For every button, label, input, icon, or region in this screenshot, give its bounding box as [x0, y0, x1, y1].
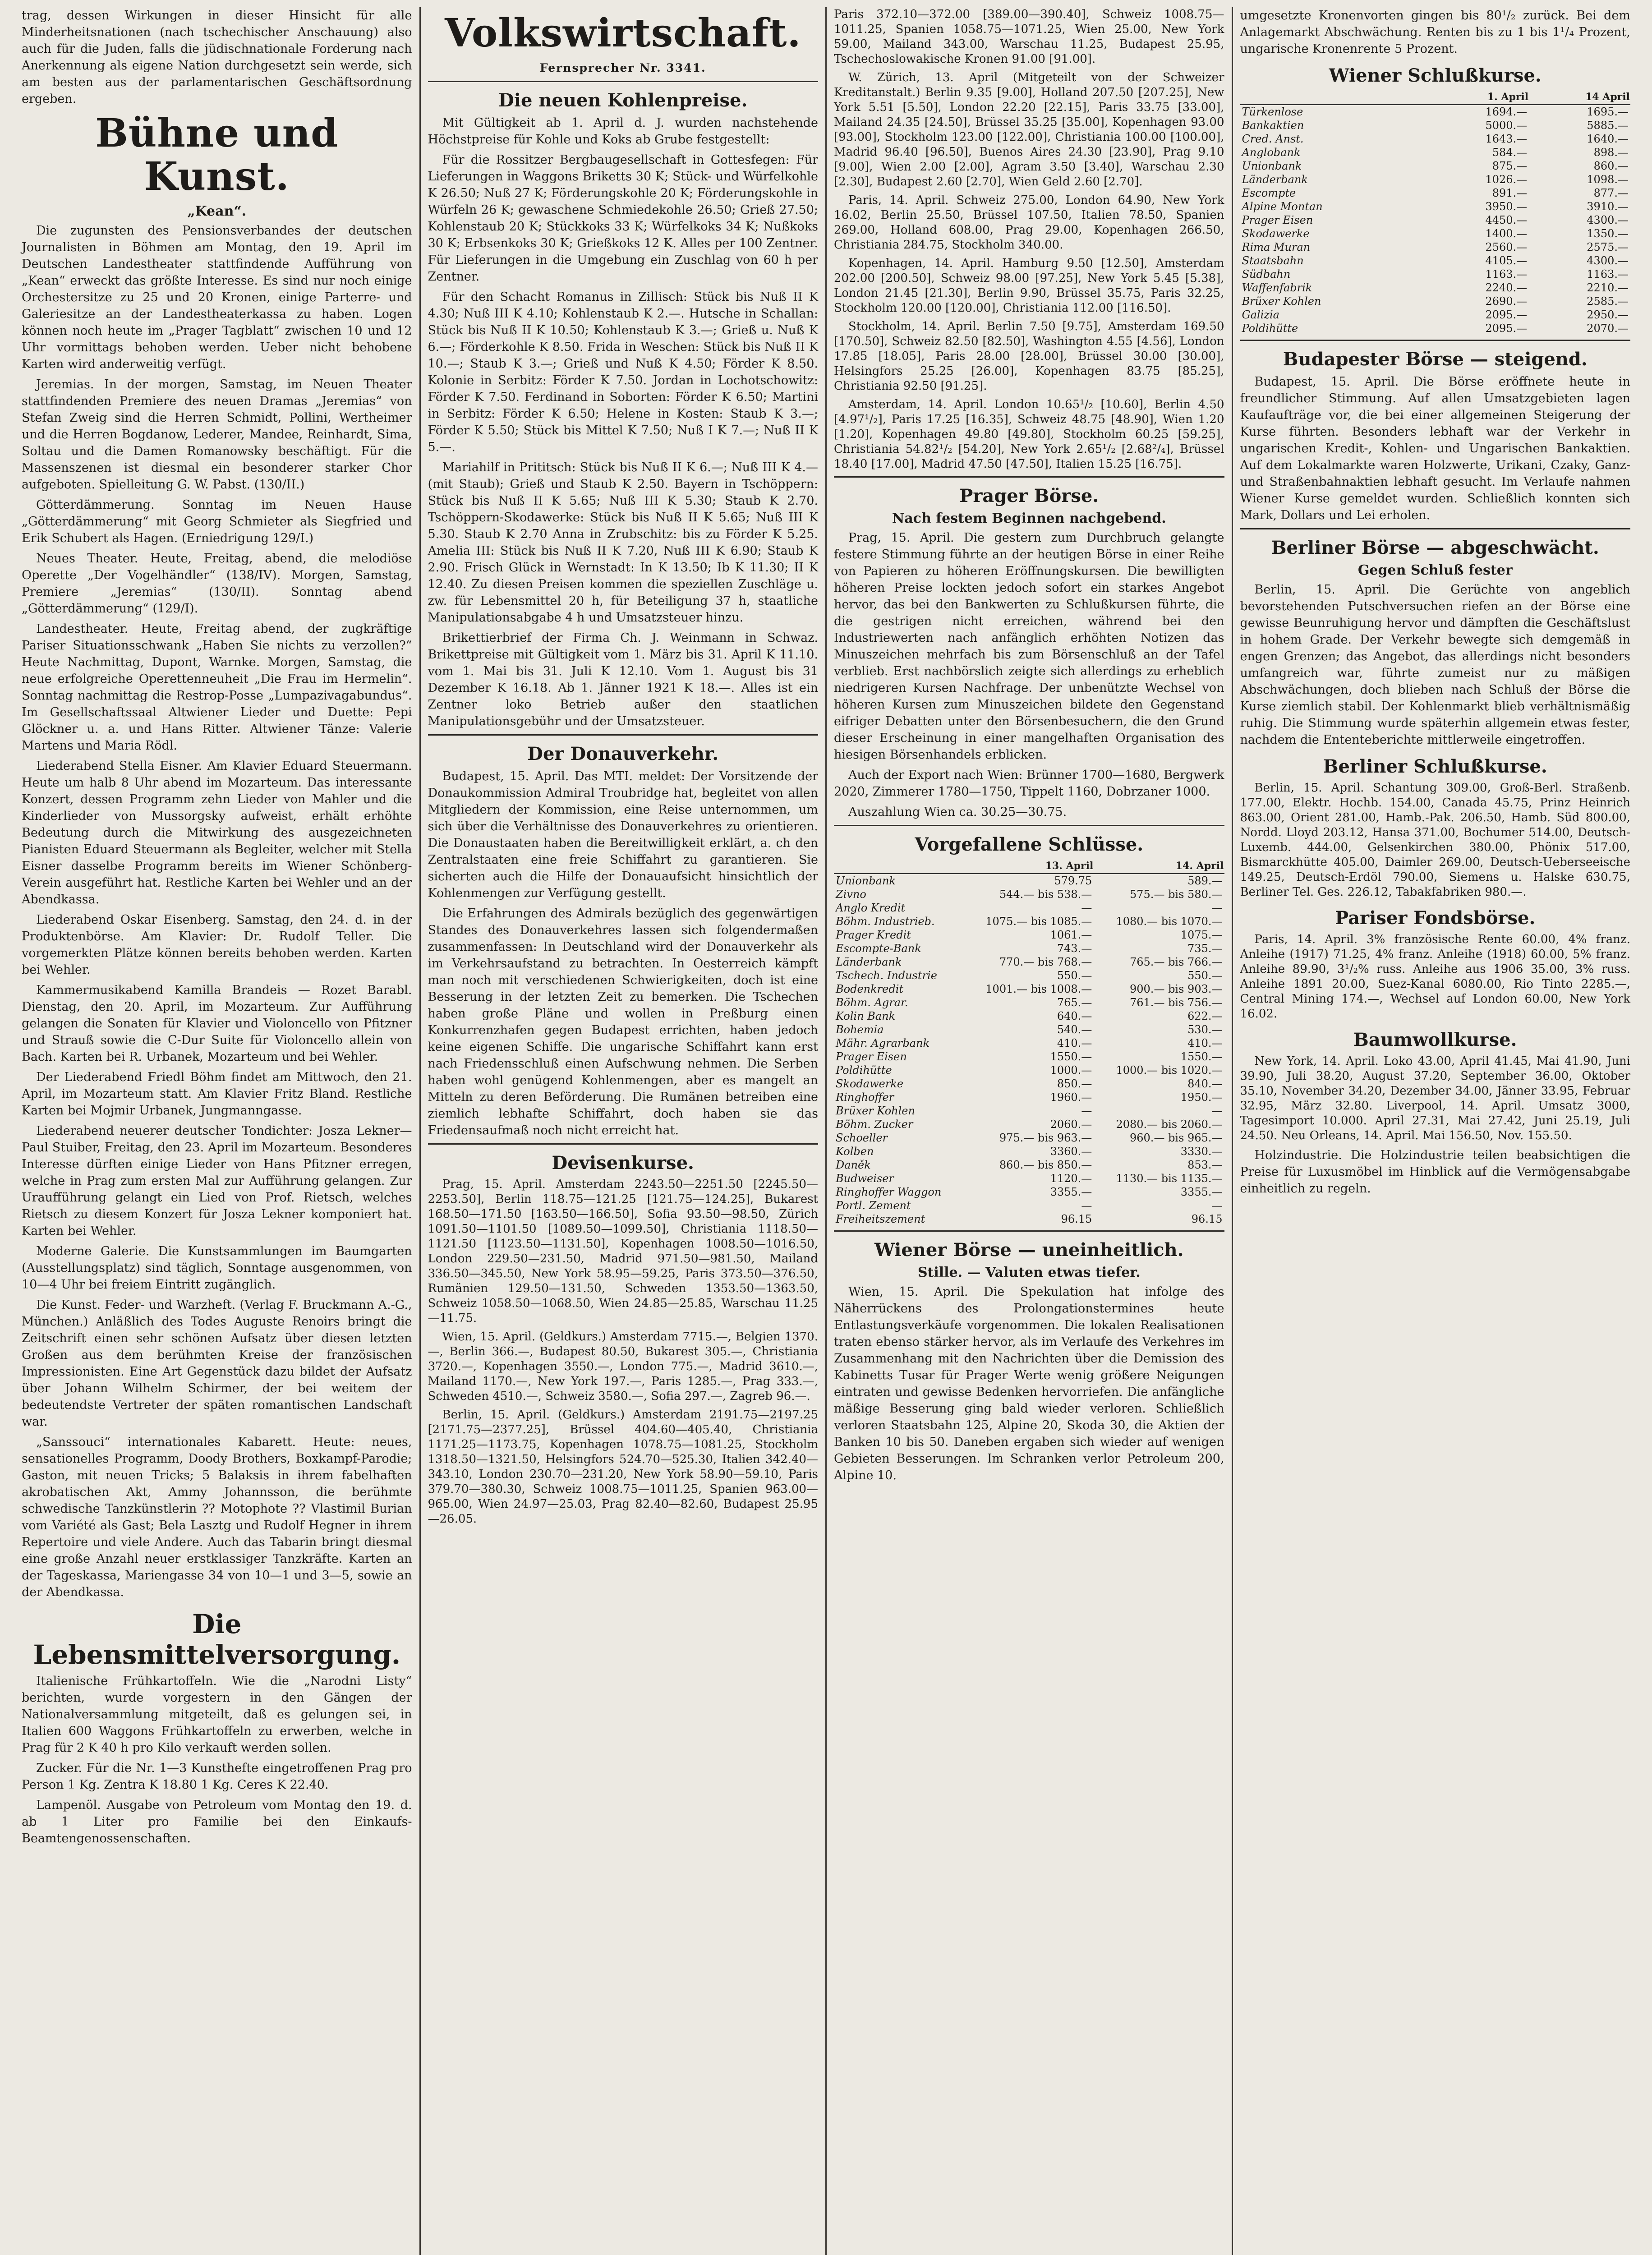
schluesse-heading: Vorgefallene Schlüsse. [915, 834, 1144, 855]
wiener-boerse-heading: Wiener Börse — uneinheitlich. [874, 1239, 1184, 1261]
divider [428, 734, 819, 736]
schluesse-column-header: 14. April [1094, 859, 1224, 874]
schluesse-cell: 975.— bis 963.— [999, 1132, 1092, 1144]
wiener-schlusskurse-cell: 2210.— [1587, 281, 1629, 294]
wiener-schlusskurse-row [1240, 308, 1631, 322]
schluesse-cell: — [1211, 1104, 1223, 1117]
wiener-schlusskurse-row [1240, 200, 1631, 213]
kohle-mariahilf: Mariahilf in Prititsch: Stück bis Nuß II K 6.—; Nuß III K 4.— (mit Staub); Grieß und Staub K 2.50. Bayern in Tschöppern: Stück bis Nuß II K 5.65; Nuß III K 5.30; Staub K 2.70. Tschöppern-Skodawerke: Stück bis Nuß II K 5.65; Nuß III K 5.30. Staub K 2.70 Anna in Zrubschitz: bis zu Förder K 5.25. Amelia III: Stück bis Nuß II K 7.20, Nuß III K 6.90; Staub K 2.90. Frisch Glück in Wernstadt: In K 13.50; Ib K 11.30; II K 12.40. Zu diesen Preisen kommen die speziellen Zuschläge u. zw. für Lebensmittel 20 h, für Beteiligung 37 h, staatliche Manipulationsabgabe 4 h und Umsatzsteuer hinzu. [428, 460, 818, 625]
schluesse-cell: 640.— [1057, 1010, 1092, 1022]
schluesse-cell: 850.— [1057, 1077, 1092, 1090]
schluesse-row [834, 1023, 1224, 1036]
wiener-schlusskurse-cell: 1640.— [1587, 133, 1629, 145]
schluesse-cell: Böhm. Agrar. [836, 996, 908, 1009]
schluesse-cell: Tschech. Industrie [836, 969, 937, 982]
divider [834, 1230, 1224, 1232]
prager-boerse-subheading: Nach festem Beginnen nachgebend. [892, 511, 1166, 526]
schluesse-cell: Poldihütte [836, 1064, 892, 1077]
kohle-brikett: Brikettierbrief der Firma Ch. J. Weinmann in Schwaz. Brikettpreise mit Gültigkeit vom 1. März bis 31. April K 11.10. vom 1. Mai bis 31. Juli K 12.10. Vom 1. August bis 31 Dezember K 16.18. Ab 1. Jänner 1921 K 18.—. Alles ist ein Zentner loko Betrieb außer den staatlichen Manipulationsgebühr und der Umsatzsteuer. [428, 631, 818, 728]
schluesse-cell: Portl. Zement [836, 1199, 911, 1212]
column-4 [1233, 7, 1638, 2255]
neues-theater-article: Neues Theater. Heute, Freitag, abend, die melodiöse Operette „Der Vogelhändler“ (138/IV). Morgen, Samstag, Premiere „Jeremias“ (130/II). Sonntag abend „Götterdämmerung“ (129/I). [22, 552, 412, 616]
schluesse-cell: 1950.— [1180, 1091, 1223, 1104]
schluesse-cell: 735.— [1187, 942, 1223, 955]
wiener-schlusskurse-cell: 2095.— [1485, 322, 1528, 335]
wiener-schlusskurse-cell: 1694.— [1485, 106, 1528, 118]
wiener-schlusskurse-cell: 4300.— [1587, 214, 1629, 226]
schluesse-cell: 2060.— [1050, 1118, 1092, 1131]
wiener-schlusskurse-cell: Skodawerke [1242, 227, 1310, 240]
wiener-schlusskurse-cell: 3910.— [1587, 200, 1629, 213]
wiener-schlusskurse-cell: Staatsbahn [1242, 254, 1304, 267]
wiener-schlusskurse-cell: 1163.— [1485, 268, 1528, 281]
amsterdam-quotes: Amsterdam, 14. April. London 10.65¹/₂ [10.60], Berlin 4.50 [4.97¹/₂], Paris 17.25 [16.35], Schweiz 48.75 [48.90], Wien 1.20 [1.20], Kopenhagen 49.80 [49.80], Stockholm 60.25 [59.25], Christiania 54.82¹/₂ [54.20], New York 2.65¹/₂ [2.68²/₄], Brüssel 18.40 [17.00], Madrid 47.50 [47.50], Italien 15.25 [16.75]. [834, 398, 1224, 471]
wiener-schlusskurse-row [1240, 227, 1631, 240]
jeremias-article: Jeremias. In der morgen, Samstag, im Neuen Theater stattfindenden Premiere des neuen Dramas „Jeremias“ von Stefan Zweig sind die Herren Schmidt, Pollini, Wertheimer und die Herren Bogdanow, Lederer, Mandee, Reinhardt, Sima, Soltau und die Damen Romanowsky beschäftigt. Für die Massenszenen ist diesmal ein besonderer starker Chor aufgeboten. Spielleitung G. W. Pabst. (130/II.) [22, 377, 412, 492]
pariser-fondsboerse-text: Paris, 14. April. 3% französische Rente 60.00, 4% franz. Anleihe (1917) 71.25, 4% franz. Anleihe (1918) 60.00, 5% franz. Anleihe 89.90, 3¹/₂% russ. Anleihe aus 1906 35.00, 3% russ. Anleihe 1891 20.00, Suez-Kanal 6080.00, Rio Tinto 2285.—, Central Mining 174.—, Wechsel auf London 60.00, New York 16.02. [1240, 933, 1630, 1021]
wiener-schlusskurse-cell: 5885.— [1587, 119, 1629, 132]
wiener-schlusskurse-cell: 1643.— [1485, 133, 1528, 145]
wiener-schlusskurse-cell: Cred. Anst. [1242, 133, 1304, 145]
schluesse-cell: — [1081, 1199, 1092, 1212]
schluesse-cell: 3360.— [1050, 1145, 1092, 1158]
schluesse-cell: Freiheitszement [836, 1213, 925, 1225]
wiener-schlusskurse-row [1240, 186, 1631, 200]
schluesse-row [834, 1050, 1224, 1063]
kopenhagen-quotes: Kopenhagen, 14. April. Hamburg 9.50 [12.50], Amsterdam 202.00 [200.50], Schweiz 98.00 [97.25], New York 5.45 [5.38], London 21.45 [21.30], Berlin 9.90, Brüssel 35.75, Paris 32.25, Stockholm 120.00 [120.00], Christiania 112.00 [116.50]. [834, 257, 1224, 315]
schluesse-cell: 550.— [1187, 969, 1223, 982]
wiener-schlusskurse-row [1240, 267, 1631, 281]
kohlenpreise-heading: Die neuen Kohlenpreise. [498, 90, 748, 111]
wiener-schlusskurse-cell: 5000.— [1485, 119, 1528, 132]
schluesse-cell: 761.— bis 756.— [1130, 996, 1223, 1009]
schluesse-cell: 1075.— bis 1085.— [985, 915, 1092, 928]
wiener-schlusskurse-cell: 1350.— [1587, 227, 1629, 240]
schluesse-row [834, 1199, 1224, 1212]
wiener-boerse-subheading: Stille. — Valuten etwas tiefer. [917, 1265, 1141, 1280]
wiener-schlusskurse-column-header: 14 April [1529, 90, 1630, 105]
landestheater-article: Landestheater. Heute, Freitag abend, der zugkräftige Pariser Situationsschwank „Haben Sie nichts zu verzollen?“ Heute Nachmittag, Dupont, Warnke. Morgen, Samstag, die neue erfolgreiche Operettenneuheit „Die Frau im Hermelin“. Sonntag nachmittag die Restrop-Posse „Lumpazivagabundus“. Im Gesellschaftssaal Altwiener Lieder und Duette: Pepi Glöckner u. a. und Hans Ritter. Altwiener Tänze: Valerie Martens und Maria Rödl. [22, 622, 412, 753]
boehm-article: Der Liederabend Friedl Böhm findet am Mittwoch, den 21. April, im Mozarteum statt. Am Klavier Fritz Bland. Restliche Karten bei Mojmir Urbanek, Jungmanngasse. [22, 1070, 412, 1118]
schluesse-cell: 900.— bis 903.— [1130, 983, 1223, 995]
divider [1240, 528, 1631, 529]
wiener-schlusskurse-cell: Südbahn [1242, 268, 1291, 281]
schluesse-cell: Brüxer Kohlen [836, 1104, 915, 1117]
schluesse-row [834, 874, 1224, 888]
devisen-prag: Prag, 15. April. Amsterdam 2243.50—2251.50 [2245.50—2253.50], Berlin 118.75—121.25 [121.75—124.25], Bukarest 168.50—171.50 [163.50—166.50], Sofia 93.50—98.50, Zürich 1091.50—1101.50 [1089.50—1099.50], Christiania 1118.50—1121.50 [1123.50—1131.50], Kopenhagen 1008.50—1016.50, London 229.50—231.50, Madrid 971.50—981.50, Mailand 336.50—345.50, New York 58.95—59.25, Paris 373.50—376.50, Rumänien 129.50—131.50, Schweden 1353.50—1363.50, Schweiz 1058.50—1068.50, Wien 24.85—25.85, Warschau 11.25—11.75. [428, 1178, 818, 1325]
divider [428, 1143, 819, 1145]
kunst-article: Die Kunst. Feder- und Warzheft. (Verlag F. Bruckmann A.-G., München.) Anläßlich des Todes Auguste Renoirs bringt die Zeitschrift einen sehr schönen Aufsatz über diesen letzten Großen aus dem berühmten Kreise der französischen Impressionisten. Eine Art Gegenstück dazu bildet der Aufsatz über Johann Wilhelm Schirmer, der bei weitem der bedeutendste Vertreter der späten romantischen Landschaft war. [22, 1298, 412, 1429]
schluesse-row [834, 1077, 1224, 1091]
schluesse-cell: 2080.— bis 2060.— [1116, 1118, 1223, 1131]
schluesse-cell: 3355.— [1050, 1186, 1092, 1198]
schluesse-cell: Kolben [836, 1145, 874, 1158]
kohle-schaechte: Für den Schacht Romanus in Zillisch: Stück bis Nuß II K 4.30; Nuß III K 4.10; Kohlenstaub K 2.—. Hutsche in Schallan: Stück bis Nuß II K 10.50; Kohlenstaub K 3.—; Grieß u. Nuß K 6.—; Förderkohle K 8.50. Frida in Weschen: Stück bis Nuß II K 10.—; Staub K 3.—; Grieß und Nuß K 4.50; Förder K 8.50. Kolonie in Serbitz: Förder K 7.50. Jordan in Lochotschowitz: Förder K 7.50. Ferdinand in Soborten: Förder K 6.50; Martini in Serbitz: Förder K 6.50; Helene in Kosten: Staub K 3.—; Förder K 5.50; Stück bis Mittel K 7.50; Nuß I K 7.—; Nuß II K 5.—. [428, 290, 818, 454]
schluesse-cell: 1960.— [1050, 1091, 1092, 1104]
schluesse-cell: Zivno [836, 888, 866, 901]
schluesse-cell: Daněk [836, 1159, 871, 1171]
wiener-schlusskurse-cell: Rima Muran [1242, 241, 1311, 253]
wiener-schlusskurse-cell: Anglobank [1242, 146, 1301, 159]
donau-article: Budapest, 15. April. Das MTI. meldet: Der Vorsitzende der Donaukommission Admiral Troubridge hat, begleitet von allen Mitgliedern der Kommission, eine Reise unternommen, um sich über die Verhältnisse des Donauverkehres zu orientieren. Die Donaustaaten haben die Bereitwilligkeit erklärt, a. ch den Zentralstaaten eine freie Schiffahrt zu garantieren. Sie sicherten auch die Hilfe der Donauaufsicht hinsichtlich der Kohlenmengen zur Verfügung gestellt. [428, 769, 818, 900]
wiener-schlusskurse-cell: 860.— [1593, 160, 1629, 172]
schluesse-cell: Ringhoffer Waggon [836, 1186, 942, 1198]
wiener-schlusskurse-row [1240, 132, 1631, 146]
schluesse-cell: Ringhoffer [836, 1091, 894, 1104]
schluesse-row [834, 955, 1224, 969]
kean-heading: „Kean“. [187, 203, 247, 219]
devisenkurse-heading: Devisenkurse. [552, 1152, 694, 1174]
schluesse-row [834, 1172, 1224, 1185]
schluesse-cell: Bodenkredit [836, 983, 904, 995]
schluesse-cell: 1061.— [1050, 929, 1092, 941]
berliner-boerse-heading: Berliner Börse — abgeschwächt. [1271, 537, 1599, 558]
schluesse-cell: 550.— [1057, 969, 1092, 982]
prager-boerse-auszahlung: Auszahlung Wien ca. 30.25—30.75. [848, 805, 1067, 819]
schluesse-cell: 1080.— bis 1070.— [1116, 915, 1223, 928]
schluesse-cell: 860.— bis 850.— [999, 1159, 1092, 1171]
schluesse-cell: Skodawerke [836, 1077, 904, 1090]
lebensmittel-heading: Die Lebensmittelversorgung. [33, 1609, 401, 1670]
budapester-boerse-heading: Budapester Börse — steigend. [1283, 349, 1588, 370]
schluesse-cell: Bohemia [836, 1023, 884, 1036]
wiener-schlusskurse-cell: 2070.— [1587, 322, 1629, 335]
wiener-schlusskurse-row [1240, 281, 1631, 295]
column-2 [421, 7, 827, 2255]
wiener-schlusskurse-cell: Länderbank [1242, 173, 1308, 186]
schluesse-row [834, 1104, 1224, 1118]
schluesse-cell: 540.— [1057, 1023, 1092, 1036]
schluesse-column-header: 13. April [963, 859, 1094, 874]
wiener-schlusskurse-cell: 2240.— [1485, 281, 1528, 294]
divider [834, 825, 1224, 826]
schluesse-cell: 530.— [1187, 1023, 1223, 1036]
column-1 [14, 7, 421, 2255]
schluesse-cell: Unionbank [836, 874, 896, 887]
schluesse-row [834, 1118, 1224, 1131]
divider [428, 81, 819, 82]
wiener-continued: umgesetzte Kronenvorten gingen bis 80¹/₂ zurück. Bei dem Anlagemarkt Abschwächung. Renten bis zu 1 bis 1¹/₄ Prozent, ungarische Kronenrente 5 Prozent. [1240, 9, 1630, 56]
schluesse-cell: 622.— [1187, 1010, 1223, 1022]
schluesse-cell: 96.15 [1191, 1213, 1223, 1225]
schluesse-row [834, 1063, 1224, 1077]
schluesse-row [834, 1009, 1224, 1023]
wiener-schlusskurse-row [1240, 240, 1631, 254]
goetter-article: Götterdämmerung. Sonntag im Neuen Hause „Götterdämmerung“ mit Georg Schmieter als Siegfried und Erik Schubert als Hagen. (Erniedrigung 129/I.) [22, 498, 412, 545]
berliner-boerse-subheading: Gegen Schluß fester [1357, 562, 1513, 578]
schluesse-cell: 765.— bis 766.— [1130, 956, 1223, 968]
wiener-schlusskurse-row [1240, 213, 1631, 227]
wiener-schlusskurse-cell: 1098.— [1587, 173, 1629, 186]
wiener-schlusskurse-cell: 4450.— [1485, 214, 1528, 226]
sanssouci-article: „Sanssouci“ internationales Kabarett. Heute: neues, sensationelles Programm, Doody Brothers, Boxkampf-Parodie; Gaston, mit neuen Tricks; 5 Balaksis in ihrem fabelhaften akrobatischen Akt, Ammy Johannsson, die berühmte schwedische Tanzkünstlerin ?? Motophote ?? Vlastimil Burian vom Variété als Gast; Bela Lasztg und Rudolf Hegner in ihrem Repertoire und viele Andere. Auch das Tabarin bringt diesmal eine große Anzahl neuer erstklassiger Tanzkräfte. Karten an der Tageskassa, Mariengasse 34 von 10—1 und 3—5, sowie an der Abendkassa. [22, 1435, 412, 1599]
wiener-schlusskurse-cell: 1026.— [1485, 173, 1528, 186]
section-title-buehne: Bühne und Kunst. [95, 110, 339, 199]
schluesse-cell: 544.— bis 538.— [999, 888, 1092, 901]
schluesse-cell: — [1081, 902, 1092, 914]
wiener-schlusskurse-cell: 2585.— [1587, 295, 1629, 308]
donau-article-2: Die Erfahrungen des Admirals bezüglich des gegenwärtigen Standes des Donauverkehres lassen sich folgendermaßen zusammenfassen: In Deutschland wird der Donauverkehr als im Verkehrsaufstand zu betrachten. In Oesterreich kämpft man noch mit verschiedenen Schwierigkeiten, doch ist eine Besserung in der letzten Zeit zu bemerken. Die Tschechen haben große Pläne und wollen in Preßburg einen Konkurrenzhafen gegen Budapest errichten, haben jedoch keine eigenen Schiffe. Die ungarische Schiffahrt kann erst nach Friedensschluß einen Aufschwung nehmen. Die Serben haben wohl genügend Kohlenmengen, aber es mangelt an Mitteln zu deren Beförderung. Die Rumänen betreiben eine ziemlich lebhafte Schiffahrt, doch haben sie das Friedensaufmaß noch nicht erreicht hat. [428, 907, 818, 1137]
telephone-note: Fernsprecher Nr. 3341. [539, 61, 706, 74]
schluesse-cell: Mähr. Agrarbank [836, 1037, 930, 1049]
schluesse-row [834, 1091, 1224, 1104]
schluesse-cell: 96.15 [1061, 1213, 1092, 1225]
wiener-schlusskurse-row [1240, 146, 1631, 159]
schluesse-cell: 579.75 [1054, 874, 1092, 887]
schluesse-row [834, 901, 1224, 915]
schluesse-row [834, 942, 1224, 955]
divider [1240, 340, 1631, 341]
wiener-schlusskurse-cell: Unionbank [1242, 160, 1302, 172]
paris-quotes: Paris, 14. April. Schweiz 275.00, London 64.90, New York 16.02, Berlin 25.50, Brüssel 107.50, Italien 78.50, Spanien 269.00, Holland 608.00, Prag 29.00, Kopenhagen 266.50, Christiania 284.75, Stockholm 340.00. [834, 193, 1224, 252]
galerie-article: Moderne Galerie. Die Kunstsammlungen im Baumgarten (Ausstellungsplatz) sind täglich, Sonntage ausgenommen, von 10—4 Uhr bei freiem Eintritt zugänglich. [22, 1244, 412, 1292]
wiener-schlusskurse-cell: 584.— [1492, 146, 1528, 159]
schluesse-column-header [834, 859, 963, 874]
schluesse-row [834, 1145, 1224, 1158]
wiener-schlusskurse-cell: 4105.— [1485, 254, 1528, 267]
schluesse-row [834, 1212, 1224, 1226]
schluesse-cell: 743.— [1057, 942, 1092, 955]
lekner-article: Liederabend neuerer deutscher Tondichter: Josza Lekner—Paul Stuiber, Freitag, den 23. April im Mozarteum. Besonderes Interesse dürften einige Lieder von Hans Pfitzner erregen, welche in Prag zum ersten Mal zur Aufführung gelangen. Zur Uraufführung gelangt ein Lied von Prof. Rietsch, welches Rietsch zu diesem Konzert für Josza Lekner komponiert hat. Karten bei Wehler. [22, 1124, 412, 1238]
schluesse-cell: 853.— [1187, 1159, 1223, 1171]
wiener-schlusskurse-cell: 891.— [1492, 187, 1528, 199]
schluesse-cell: 1075.— [1180, 929, 1223, 941]
schluesse-cell: 960.— bis 965.— [1130, 1132, 1223, 1144]
zurich-quotes: W. Zürich, 13. April (Mitgeteilt von der Schweizer Kreditanstalt.) Berlin 9.35 [9.00], Holland 207.50 [207.25], New York 5.51 [5.50], London 22.20 [22.15], Paris 33.75 [33.00], Mailand 24.35 [24.50], Brüssel 35.25 [35.00], Kopenhagen 93.00 [93.00], Stockholm 123.00 [122.00], Christiania 100.00 [100.00], Madrid 96.40 [96.50], Buenos Aires 24.30 [23.90], Prag 9.10 [9.00], Wien 2.00 [2.00], Agram 3.50 [3.40], Warschau 2.30 [2.30], Budapest 2.60 [2.70], Wien Geld 2.60 [2.70]. [834, 71, 1224, 189]
wiener-schlusskurse-cell: 4300.— [1587, 254, 1629, 267]
section-title-volkswirtschaft: Volkswirtschaft. [445, 10, 801, 56]
stockholm-quotes: Stockholm, 14. April. Berlin 7.50 [9.75], Amsterdam 169.50 [170.50], Schweiz 82.50 [82.50], Washington 4.55 [4.56], London 17.85 [18.05], Paris 28.00 [28.00], Brüssel 30.00 [30.00], Helsingfors 25.25 [26.00], Kopenhagen 83.75 [85.25], Christiania 92.50 [91.25]. [834, 320, 1224, 393]
donauverkehr-heading: Der Donauverkehr. [527, 743, 719, 764]
schluesse-cell: 1000.— bis 1020.— [1116, 1064, 1223, 1077]
wiener-schlusskurse-row [1240, 254, 1631, 267]
wiener-schlusskurse-cell: 2560.— [1485, 241, 1528, 253]
wiener-schlusskurse-cell: 1400.— [1485, 227, 1528, 240]
schluesse-row [834, 982, 1224, 996]
schluesse-cell: Prager Eisen [836, 1050, 907, 1063]
schluesse-row [834, 1131, 1224, 1145]
wiener-schlusskurse-cell: Galizia [1242, 308, 1279, 321]
schluesse-cell: Budweiser [836, 1172, 894, 1185]
lead-paragraph: trag, dessen Wirkungen in dieser Hinsicht für alle Minderheitsnationen (nach tschechischer Anschauung) also auch für die Juden, falls die jüdischnationale Forderung nach Anerkennung als eigene Nation durchgesetzt sein werde, sich am besten aus der parlamentarischen Geschäftsordnung ergeben. [22, 9, 412, 106]
schluesse-cell: 410.— [1187, 1037, 1223, 1049]
wiener-schlusskurse-cell: 1163.— [1587, 268, 1629, 281]
wiener-schlusskurse-cell: 3950.— [1485, 200, 1528, 213]
column-3 [827, 7, 1233, 2255]
schluesse-cell: — [1211, 902, 1223, 914]
fruehkartoffeln-article: Italienische Frühkartoffeln. Wie die „Narodni Listy“ berichten, wurde vorgestern in den Gängen der Nationalversammlung mitgeteilt, daß es gelungen sei, in Italien 600 Waggons Frühkartoffeln zu erwerben, welche in Prag für 2 K 40 h pro Kilo verkauft werden sollen. [22, 1674, 412, 1755]
schluesse-cell: 3330.— [1180, 1145, 1223, 1158]
schluesse-cell: 1001.— bis 1008.— [985, 983, 1092, 995]
wiener-boerse-article: Wien, 15. April. Die Spekulation hat infolge des Näherrückens des Prolongationstermines heute Entlastungsverkäufe vorgenommen. Die lokalen Realisationen traten ebenso stärker hervor, als im Verlaufe des Verkehres im Zusammenhang mit den Nachrichten über die Demission des Kabinetts Tusar für Prager Werte wenig größere Neigungen eintraten und gewisse Bedenken hervorriefen. Die anfängliche mäßige Besserung ging bald wieder verloren. Schließlich verloren Staatsbahn 125, Alpine 20, Skoda 30, die Aktien der Banken 10 bis 50. Daneben ergaben sich wieder auf wenigen Gebieten Besserungen. Im Schranken verlor Petroleum 200, Alpine 10. [834, 1285, 1224, 1482]
devisen-wien: Wien, 15. April. (Geldkurs.) Amsterdam 7715.—, Belgien 1370.—, Berlin 366.—, Budapest 80.50, Bukarest 305.—, Christiania 3720.—, Kopenhagen 3550.—, London 775.—, Madrid 3610.—, Mailand 1170.—, New York 197.—, Paris 1285.—, Prag 333.—, Schweden 4510.—, Schweiz 3580.—, Sofia 297.—, Zagreb 96.—. [428, 1330, 818, 1403]
zucker-article: Zucker. Für die Nr. 1—3 Kunsthefte eingetroffenen Prag pro Person 1 Kg. Zentra K 18.80 1 Kg. Ceres K 22.40. [22, 1761, 412, 1792]
wiener-schlusskurse-cell: Türkenlose [1242, 106, 1303, 118]
schluesse-cell: — [1211, 1199, 1223, 1212]
divider [834, 476, 1224, 478]
schluesse-cell: 765.— [1057, 996, 1092, 1009]
wiener-schlusskurse-row [1240, 105, 1631, 119]
schluesse-row [834, 1036, 1224, 1050]
schluesse-cell: Länderbank [836, 956, 902, 968]
wiener-schlusskurse-column-header: 1. April [1428, 90, 1529, 105]
schluesse-cell: 840.— [1187, 1077, 1223, 1090]
schluesse-cell: 1130.— bis 1135.— [1116, 1172, 1223, 1185]
wiener-schlusskurse-row [1240, 295, 1631, 308]
schluesse-cell: 1550.— [1180, 1050, 1223, 1063]
schluesse-row [834, 1185, 1224, 1199]
devisen-continued: Paris 372.10—372.00 [389.00—390.40], Schweiz 1008.75—1011.25, Spanien 1058.75—1071.25, Wien 25.00, New York 59.00, Mailand 343.00, Warschau 11.25, Budapest 25.95, Tschechoslowakische Kronen 91.00 [91.00]. [834, 8, 1224, 66]
wiener-schlusskurse-heading: Wiener Schlußkurse. [1329, 65, 1542, 86]
eisner-article: Liederabend Stella Eisner. Am Klavier Eduard Steuermann. Heute um halb 8 Uhr abend im Mozarteum. Das interessante Konzert, dessen Programm zehn Lieder von Mahler und die Kinderlieder von Mussorgsky aufweist, erhält erhöhte Bedeutung durch die Mitwirkung des ausgezeichneten Pianisten Eduard Steuermann als Begleiter, welcher mit Stella Eisner dasselbe Programm bereits im Wiener Schönberg-Verein ausgeführt hat. Restliche Karten bei Wehler und an der Abendkassa. [22, 759, 412, 907]
schluesse-cell: 1120.— [1050, 1172, 1092, 1185]
wiener-schlusskurse-cell: 1695.— [1587, 106, 1629, 118]
schluesse-cell: Prager Kredit [836, 929, 911, 941]
wiener-schlusskurse-row [1240, 322, 1631, 335]
schluesse-cell: 3355.— [1180, 1186, 1223, 1198]
prager-boerse-heading: Prager Börse. [959, 485, 1099, 506]
berliner-boerse-article: Berlin, 15. April. Die Gerüchte von angeblich bevorstehenden Putschversuchen riefen an der Börse eine gewisse Beunruhigung hervor und dämpften die Geschäftslust in hohem Grade. Der Verkehr bewegte sich demgemäß in engen Grenzen; das Angebot, das allerdings nicht besonders umfangreich war, führte zumeist nur zu mäßigen Abschwächungen, doch blieben nach Schluß der Börse die Kurse ziemlich stabil. Der Kohlenmarkt blieb verhältnismäßig ruhig. Die Stimmung wurde späterhin allgemein etwas fester, nachdem die Ententeberichte mittlerweile eingetroffen. [1240, 583, 1630, 747]
wiener-schlusskurse-row [1240, 159, 1631, 173]
schluesse-row [834, 996, 1224, 1009]
schluesse-cell: 770.— bis 768.— [999, 956, 1092, 968]
schluesse-row [834, 1158, 1224, 1172]
eisenberg-article: Liederabend Oskar Eisenberg. Samstag, den 24. d. in der Produktenbörse. Am Klavier: Dr. Rudolf Teller. Die vorgemerkten Plätze können bereits behoben werden. Karten bei Wehler. [22, 913, 412, 977]
schluesse-cell: Anglo Kredit [836, 902, 906, 914]
pariser-fondsboerse-heading: Pariser Fondsbörse. [1335, 907, 1536, 929]
berliner-schlusskurse-text: Berlin, 15. April. Schantung 309.00, Groß-Berl. Straßenb. 177.00, Elektr. Hochb. 154.00, Canada 45.75, Prinz Heinrich 863.00, Orient 281.00, Hamb.-Pak. 206.50, Hamb. Süd 800.00, Nordd. Lloyd 203.12, Hansa 371.00, Bochumer 514.00, Deutsch-Luxemb. 444.00, Gelsenkirchen 380.00, Phönix 517.00, Bismarckhütte 405.00, Daimler 269.00, Deutsch-Ueberseeische 149.25, Deutsch-Erdöl 790.00, Siemens u. Halske 630.75, Berliner Tel. Ges. 226.12, Tabakfabriken 980.—. [1240, 781, 1630, 899]
kammermusik-article: Kammermusikabend Kamilla Brandeis — Rozet Barabl. Dienstag, den 20. April, im Mozarteum. Zur Aufführung gelangen die Sonaten für Klavier und Violoncello von Pfitzner und Strauß sowie die C-Dur Suite für Violoncello allein von Bach. Karten bei R. Urbanek, Mozarteum und bei Wehler. [22, 983, 412, 1064]
wiener-schlusskurse-cell: 2950.— [1587, 308, 1629, 321]
berliner-schlusskurse-heading: Berliner Schlußkurse. [1323, 756, 1547, 777]
baumwollkurse-text: New York, 14. April. Loko 43.00, April 41.45, Mai 41.90, Juni 39.90, Juli 38.20, August 37.20, September 36.00, Oktober 35.10, November 34.20, Dezember 34.00, Jänner 33.95, Februar 32.95, März 32.80. Liverpool, 14. April. Umsatz 3000, Tagesimport 10.000. April 27.31, Mai 27.42, Juni 25.19, Juli 24.50. Neu Orleans, 14. April. Mai 156.50, Nov. 155.50. [1240, 1054, 1630, 1142]
wiener-schlusskurse-cell: Bankaktien [1242, 119, 1304, 132]
wiener-schlusskurse-cell: Escompte [1242, 187, 1296, 199]
wiener-schlusskurse-cell: 898.— [1593, 146, 1629, 159]
schluesse-row [834, 915, 1224, 928]
wiener-schlusskurse-cell: 875.— [1492, 160, 1528, 172]
kean-article: Die zugunsten des Pensionsverbandes der deutschen Journalisten in Böhmen am Montag, den 19. April im Deutschen Landestheater stattfindende Aufführung von „Kean“ erweckt das größte Interesse. Es sind nur noch einige Orchestersitze zu 25 und 20 Kronen, einige Parterre- und Galeriesitze an der Landestheaterkassa zu haben. Logen können noch heute im „Prager Tagblatt“ zwischen 10 und 12 Uhr vormittags behoben werden. Ueber nicht behobene Karten wird anderweitig verfügt. [22, 224, 412, 371]
wiener-schlusskurse-cell: Alpine Montan [1242, 200, 1323, 213]
budapester-boerse-article: Budapest, 15. April. Die Börse eröffnete heute in freundlicher Stimmung. Auf allen Umsatzgebieten lagen Kaufaufträge vor, die bei einer allgemeinen Steigerung der Kurse führten. Besonders lebhaft war der Verkehr in ungarischen Kredit-, Kohlen- und Ungarischen Bankaktien. Auf dem Lokalmarkte waren Holzwerte, Urikani, Czaky, Ganz- und Straßenbahnaktien lebhaft gesucht. Im Verlaufe nahmen Wiener Kurse gemeldet wurden. Schließlich konnten sich Mark, Dollars und Lei erholen. [1240, 375, 1630, 522]
wiener-schlusskurse-column-header [1240, 90, 1428, 105]
schluesse-cell: 589.— [1187, 874, 1223, 887]
schluesse-row [834, 888, 1224, 901]
kohle-rossitz: Für die Rossitzer Bergbaugesellschaft in Gottesfegen: Für Lieferungen in Waggons Briketts 30 K; Stück- und Würfelkohle K 26.50; Nuß 27 K; Förderungskohle 20 K; Förderungskohle in Würfeln 26 K; gewaschene Schmiedekohle 26.50; Grieß 27.50; Kohlenstaub 20 K; Stückkoks 33 K; Würfelkoks 34 K; Nußkoks 30 K; Erbsenkoks 30 K; Grießkoks 12 K. Alles per 100 Zentner. Für Lieferungen in die Umgebung ein Zuschlag von 60 h per Zentner. [428, 153, 818, 284]
wiener-schlusskurse-row [1240, 173, 1631, 186]
wiener-schlusskurse-cell: 2690.— [1485, 295, 1528, 308]
schluesse-cell: 1550.— [1050, 1050, 1092, 1063]
wiener-schlusskurse-cell: 2575.— [1587, 241, 1629, 253]
lampenoel-article: Lampenöl. Ausgabe von Petroleum vom Montag den 19. d. ab 1 Liter pro Familie bei den Einkaufs-Beamtengenossenschaften. [22, 1798, 412, 1845]
baumwollkurse-heading: Baumwollkurse. [1353, 1029, 1517, 1050]
schluesse-table [834, 859, 1224, 1226]
schluesse-cell: Böhm. Zucker [836, 1118, 913, 1131]
holzindustrie-article: Holzindustrie. Die Holzindustrie teilen beabsichtigen die Preise für Luxusmöbel im Hinblick auf die Vermögensabgabe einheitlich zu regeln. [1240, 1148, 1630, 1196]
schluesse-cell: Kolin Bank [836, 1010, 896, 1022]
schluesse-cell: Schoeller [836, 1132, 888, 1144]
wiener-schlusskurse-cell: 877.— [1593, 187, 1629, 199]
schluesse-row [834, 969, 1224, 982]
schluesse-cell: — [1081, 1104, 1092, 1117]
prager-boerse-export: Auch der Export nach Wien: Brünner 1700—1680, Bergwerk 2020, Zimmerer 1780—1750, Tippelt 1160, Dobrzaner 1000. [834, 768, 1224, 799]
wiener-schlusskurse-cell: Poldihütte [1242, 322, 1298, 335]
wiener-schlusskurse-row [1240, 119, 1631, 132]
wiener-schlusskurse-cell: Prager Eisen [1242, 214, 1313, 226]
wiener-schlusskurse-cell: 2095.— [1485, 308, 1528, 321]
prager-boerse-article: Prag, 15. April. Die gestern zum Durchbruch gelangte festere Stimmung führte an der heutigen Börse in einer Reihe von Papieren zu höheren Eröffnungskursen. Die bewilligten höheren Preise lockten jedoch sofort ein starkes Angebot hervor, das bei den Bankwerten zu Schlußkursen führte, die die gestrigen nicht erreichen, während bei den Industriewerten nach anfänglich erhöhten Notizen das Minuszeichen mehrfach bis zum Börsenschluß an der Tafel verblieb. Erst nachbörslich zeigte sich allerdings zu erheblich niedrigeren Kursen Nachfrage. Der unbenützte Wechsel von höheren Kursen zum Minuszeichen bildete den Gegenstand eifriger Debatten unter den Börsenbesuchern, die den Grund dieser Erscheinung in einer mangelhaften Organisation des hiesigen Börsenhandels erblicken. [834, 531, 1224, 762]
schluesse-cell: 410.— [1057, 1037, 1092, 1049]
schluesse-cell: Böhm. Industrieb. [836, 915, 935, 928]
schluesse-cell: 1000.— [1050, 1064, 1092, 1077]
schluesse-cell: 575.— bis 580.— [1130, 888, 1223, 901]
wiener-schlusskurse-cell: Brüxer Kohlen [1242, 295, 1321, 308]
wiener-schlusskurse-cell: Waffenfabrik [1242, 281, 1312, 294]
wiener-schlusskurse-table [1240, 90, 1631, 335]
schluesse-row [834, 928, 1224, 942]
devisen-berlin: Berlin, 15. April. (Geldkurs.) Amsterdam 2191.75—2197.25 [2171.75—2377.25], Brüssel 404.60—405.40, Christiania 1171.25—1173.75, Kopenhagen 1078.75—1081.25, Stockholm 1318.50—1321.50, Helsingfors 524.70—525.30, Italien 342.40—343.10, London 230.70—231.20, New York 58.90—59.10, Paris 379.70—380.30, Schweiz 1008.75—1011.25, Spanien 963.00—965.00, Wien 24.97—25.03, Prag 82.40—82.60, Budapest 25.95—26.05. [428, 1408, 818, 1526]
kohle-intro: Mit Gültigkeit ab 1. April d. J. wurden nachstehende Höchstpreise für Kohle und Koks ab Grube festgestellt: [428, 116, 818, 147]
schluesse-cell: Escompte-Bank [836, 942, 921, 955]
